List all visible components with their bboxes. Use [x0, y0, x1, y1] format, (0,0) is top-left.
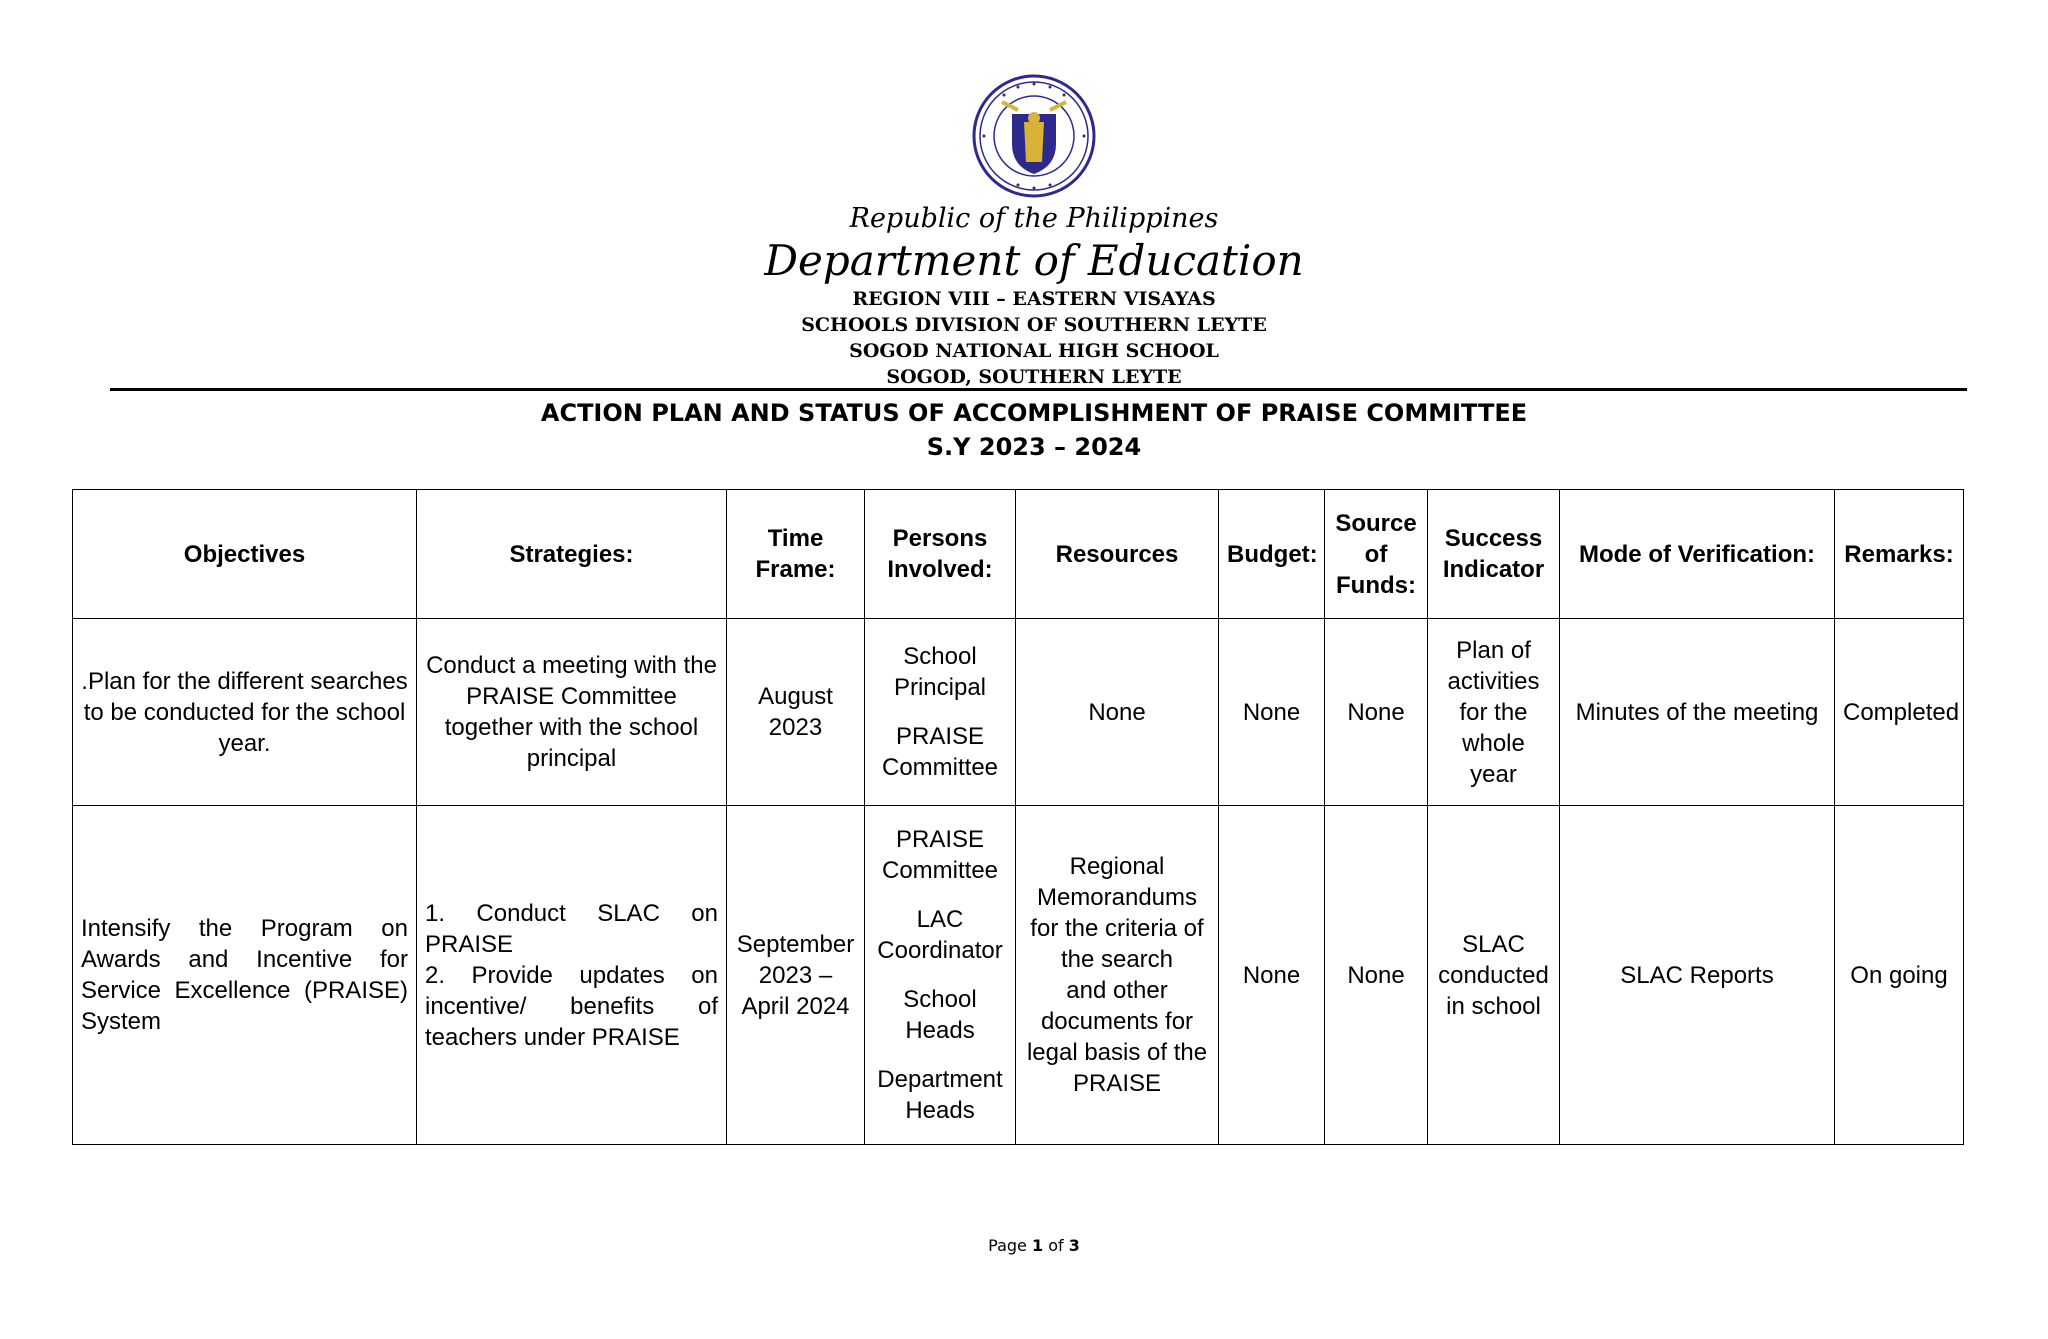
republic-line: Republic of the Philippines — [849, 203, 1219, 234]
resource-item: Regional Memorandums for the criteria of the search — [1030, 853, 1204, 973]
page-footer — [0, 1236, 2048, 1255]
person-item: Department Heads — [877, 1066, 1003, 1124]
source-of-funds-cell: None — [1325, 619, 1428, 806]
time-frame-cell: August 2023 — [727, 619, 865, 806]
header-remarks: Remarks: — [1835, 490, 1964, 619]
header-resources: Resources — [1016, 490, 1219, 619]
resources-cell — [1016, 806, 1219, 1145]
verification-cell: SLAC Reports — [1560, 806, 1835, 1145]
page-current: 1 — [1031, 1236, 1044, 1255]
person-item: School Heads — [903, 986, 977, 1044]
department-name: Department of Education — [764, 236, 1304, 285]
action-plan-table — [72, 489, 1964, 1145]
remarks-cell: On going — [1835, 806, 1964, 1145]
resources-cell: None — [1016, 619, 1219, 806]
page-of: of — [1048, 1236, 1064, 1255]
persons-cell — [865, 619, 1016, 806]
verification-cell: Minutes of the meeting — [1560, 619, 1835, 806]
title-line-1: ACTION PLAN AND STATUS OF ACCOMPLISHMENT OF PRAISE COMMITTEE — [540, 399, 1528, 427]
table-row — [73, 619, 1964, 806]
header-budget: Budget: — [1219, 490, 1325, 619]
person-item: LAC Coordinator — [877, 906, 1003, 964]
header-objectives: Objectives — [73, 490, 417, 619]
source-of-funds-cell: None — [1325, 806, 1428, 1145]
person-item: PRAISE Committee — [881, 826, 999, 884]
strategies-cell — [417, 806, 727, 1145]
header-source-of-funds: Source of Funds: — [1325, 490, 1428, 619]
person-item: PRAISE Committee — [881, 723, 999, 781]
objective-cell: Intensify the Program on Awards and Incentive for Service Excellence (PRAISE) System — [73, 806, 417, 1145]
strategy-item: 2. Provide updates on incentive/ benefits of teachers under PRAISE — [425, 961, 718, 1051]
document-title — [0, 396, 2048, 464]
title-line-2: S.Y 2023 – 2024 — [926, 433, 1142, 461]
table-row — [73, 806, 1964, 1145]
header-divider — [110, 388, 1967, 391]
person-item: School Principal — [893, 643, 987, 701]
objective-cell: .Plan for the different searches to be conducted for the school year. — [73, 619, 417, 806]
time-frame-cell: September 2023 – April 2024 — [727, 806, 865, 1145]
deped-seal-logo — [972, 74, 1096, 198]
page-prefix: Page — [988, 1236, 1027, 1255]
header-time-frame: Time Frame: — [727, 490, 865, 619]
school-line: SOGOD NATIONAL HIGH SCHOOL — [849, 340, 1219, 362]
budget-cell: None — [1219, 806, 1325, 1145]
resource-item: and other documents for legal basis of the PRAISE — [1026, 977, 1208, 1097]
division-line: SCHOOLS DIVISION OF SOUTHERN LEYTE — [801, 314, 1267, 336]
budget-cell: None — [1219, 619, 1325, 806]
address-line: SOGOD, SOUTHERN LEYTE — [886, 366, 1182, 388]
letterhead — [0, 74, 2048, 390]
header-persons-involved: Persons Involved: — [865, 490, 1016, 619]
strategy-item: 1. Conduct SLAC on PRAISE — [425, 899, 718, 958]
page-total: 3 — [1068, 1236, 1080, 1255]
header-strategies: Strategies: — [417, 490, 727, 619]
success-indicator-cell: SLAC conducted in school — [1428, 806, 1560, 1145]
header-mode-of-verification: Mode of Verification: — [1560, 490, 1835, 619]
header-success-indicator: Success Indicator — [1428, 490, 1560, 619]
region-line: REGION VIII – EASTERN VISAYAS — [852, 288, 1216, 310]
success-indicator-cell: Plan of activities for the whole year — [1428, 619, 1560, 806]
remarks-cell: Completed — [1835, 619, 1964, 806]
table-header-row — [73, 490, 1964, 619]
persons-cell — [865, 806, 1016, 1145]
strategies-cell: Conduct a meeting with the PRAISE Committee together with the school principal — [417, 619, 727, 806]
